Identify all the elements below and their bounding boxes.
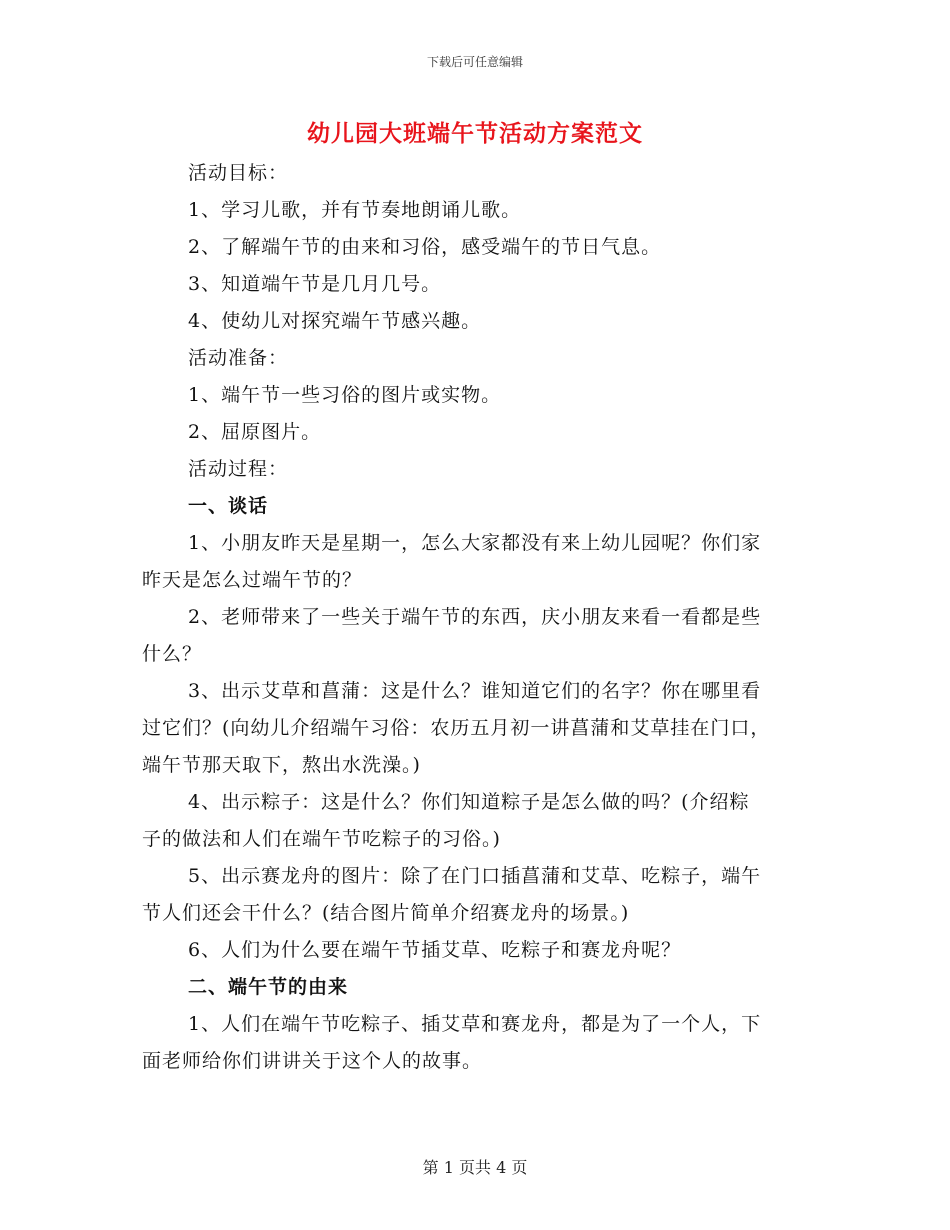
preparation-item-2: 2、屈原图片。 <box>188 421 322 443</box>
paragraph-line: 5、出示赛龙舟的图片：除了在门口插菖蒲和艾草、吃粽子，端午 <box>188 865 762 887</box>
paragraph-line: 什么？ <box>142 643 203 665</box>
paragraph-line: 1、小朋友昨天是星期一，怎么大家都没有来上幼儿园呢？你们家 <box>188 532 762 554</box>
goal-item-1: 1、学习儿歌，并有节奏地朗诵儿歌。 <box>188 199 522 221</box>
paragraph-line: 4、出示粽子：这是什么？你们知道粽子是怎么做的吗？(介绍粽 <box>188 791 750 813</box>
subheading-talk: 一、谈话 <box>188 495 269 517</box>
paragraph-line: 1、人们在端午节吃粽子、插艾草和赛龙舟，都是为了一个人，下 <box>188 1013 762 1035</box>
page-footer: 第 1 页共 4 页 <box>422 1158 528 1177</box>
paragraph-line: 子的做法和人们在端午节吃粽子的习俗。) <box>142 828 501 850</box>
goal-item-4: 4、使幼儿对探究端午节感兴趣。 <box>188 310 482 332</box>
paragraph-line: 2、老师带来了一些关于端午节的东西，庆小朋友来看一看都是些 <box>188 606 762 628</box>
paragraph-line: 昨天是怎么过端午节的？ <box>142 569 363 591</box>
preparation-item-1: 1、端午节一些习俗的图片或实物。 <box>188 384 502 406</box>
document-title: 幼儿园大班端午节活动方案范文 <box>307 120 643 147</box>
paragraph-line: 3、出示艾草和菖蒲：这是什么？谁知道它们的名字？你在哪里看 <box>188 680 762 702</box>
paragraph-line: 过它们？(向幼儿介绍端午习俗：农历五月初一讲菖蒲和艾草挂在门口， <box>142 717 771 739</box>
header-note: 下载后可任意编辑 <box>426 55 523 69</box>
paragraph-line: 面老师给你们讲讲关于这个人的故事。 <box>142 1050 483 1072</box>
section-heading-preparation: 活动准备： <box>188 347 289 369</box>
goal-item-3: 3、知道端午节是几月几号。 <box>188 273 442 295</box>
paragraph-line: 端午节那天取下，熬出水洗澡。) <box>142 754 421 776</box>
section-heading-process: 活动过程： <box>188 458 289 480</box>
section-heading-goals: 活动目标： <box>188 162 289 184</box>
paragraph-line: 6、人们为什么要在端午节插艾草、吃粽子和赛龙舟呢？ <box>188 939 682 961</box>
subheading-origin: 二、端午节的由来 <box>188 976 349 998</box>
document-body <box>142 155 810 1080</box>
goal-item-2: 2、了解端午节的由来和习俗，感受端午的节日气息。 <box>188 236 662 258</box>
paragraph-line: 节人们还会干什么？(结合图片简单介绍赛龙舟的场景。) <box>142 902 630 924</box>
